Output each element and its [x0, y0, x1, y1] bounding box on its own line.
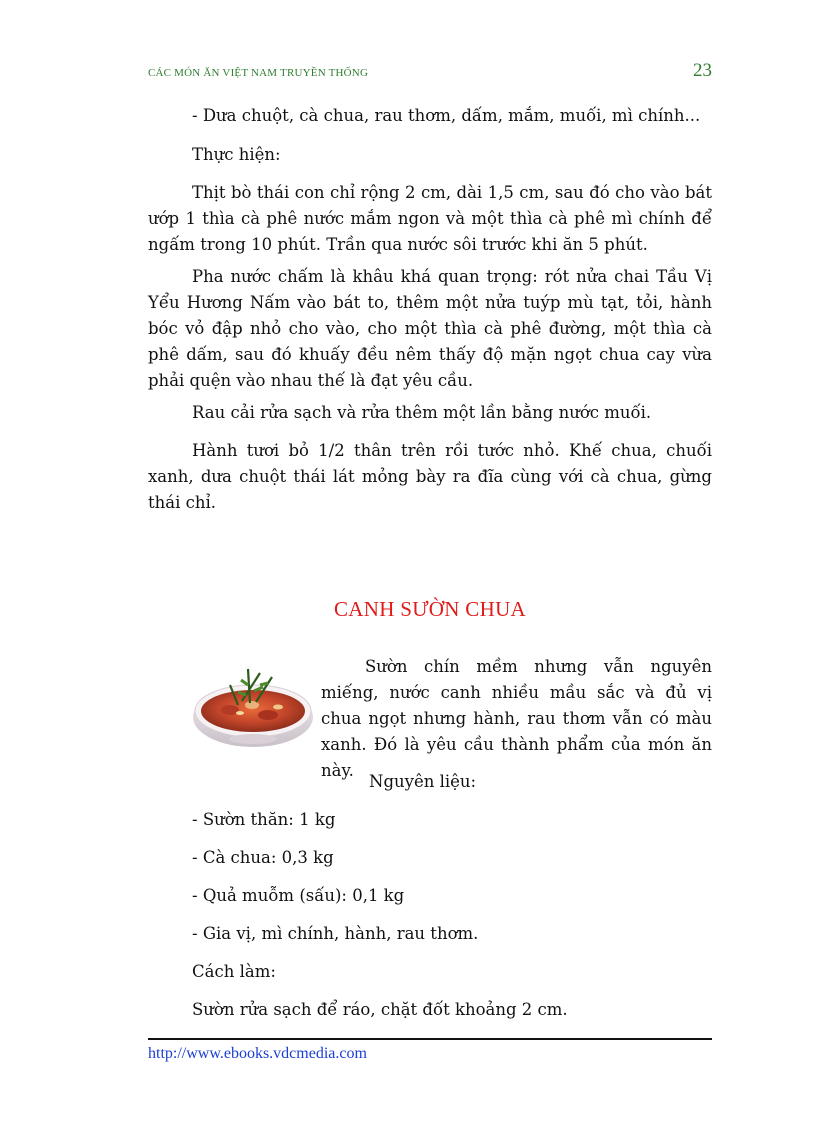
paragraph-garnish: Hành tươi bỏ 1/2 thân trên rồi tước nhỏ. Khế chua, chuối xanh, dưa chuột thái lát mỏng bày ra đĩa cùng với cà chua, gừng thái chỉ. — [148, 441, 712, 512]
recipe-title: CANH SƯỜN CHUA — [333, 597, 526, 621]
cooking-method-heading: Cách làm: — [192, 962, 276, 981]
book-title: CÁC MÓN ĂN VIỆT NAM TRUYỀN THỐNG — [148, 67, 369, 79]
paragraph-vegetables: Rau cải rửa sạch và rửa thêm một lần bằng nước muối. — [192, 403, 652, 422]
page-number: 23 — [693, 60, 712, 81]
ingredients-heading: Nguyên liệu: — [369, 772, 477, 791]
ingredient-item: - Sườn thăn: 1 kg — [192, 810, 336, 829]
method-heading: Thực hiện: — [192, 145, 281, 164]
paragraph-beef: Thịt bò thái con chỉ rộng 2 cm, dài 1,5 cm, sau đó cho vào bát ướp 1 thìa cà phê nước mắm ngon và một thìa cà phê mì chính để ngấm trong 10 phút. Trần qua nước sôi trước khi ăn 5 phút. — [148, 183, 712, 254]
ingredient-line: - Dưa chuột, cà chua, rau thơm, dấm, mắm, muối, mì chính... — [192, 106, 701, 125]
soup-bowl-image — [190, 655, 316, 753]
ingredient-item: - Gia vị, mì chính, hành, rau thơm. — [192, 924, 479, 943]
cooking-step: Sườn rửa sạch để ráo, chặt đốt khoảng 2 cm. — [192, 1000, 568, 1019]
page-header — [148, 60, 712, 84]
footer-divider — [148, 1038, 712, 1040]
paragraph-dipping-sauce: Pha nước chấm là khâu khá quan trọng: rót nửa chai Tầu Vị Yểu Hương Nấm vào bát to, thêm một nửa tuýp mù tạt, tỏi, hành bóc vỏ đập nhỏ cho vào, cho một thìa cà phê đường, một thìa cà phê dấm, sau đó khuấy đều nêm thấy độ mặn ngọt chua cay vừa phải quện vào nhau thế là đạt yêu cầu. — [148, 267, 712, 390]
ingredient-item: - Quả muỗm (sấu): 0,1 kg — [192, 886, 405, 905]
website-link[interactable]: http://www.ebooks.vdcmedia.com — [148, 1045, 367, 1062]
ingredient-item: - Cà chua: 0,3 kg — [192, 848, 334, 867]
recipe-intro: Sườn chín mềm nhưng vẫn nguyên miếng, nước canh nhiều mầu sắc và đủ vị chua ngọt nhưng hành, rau thơm vẫn có màu xanh. Đó là yêu cầu thành phẩm của món ăn này. — [321, 657, 712, 780]
